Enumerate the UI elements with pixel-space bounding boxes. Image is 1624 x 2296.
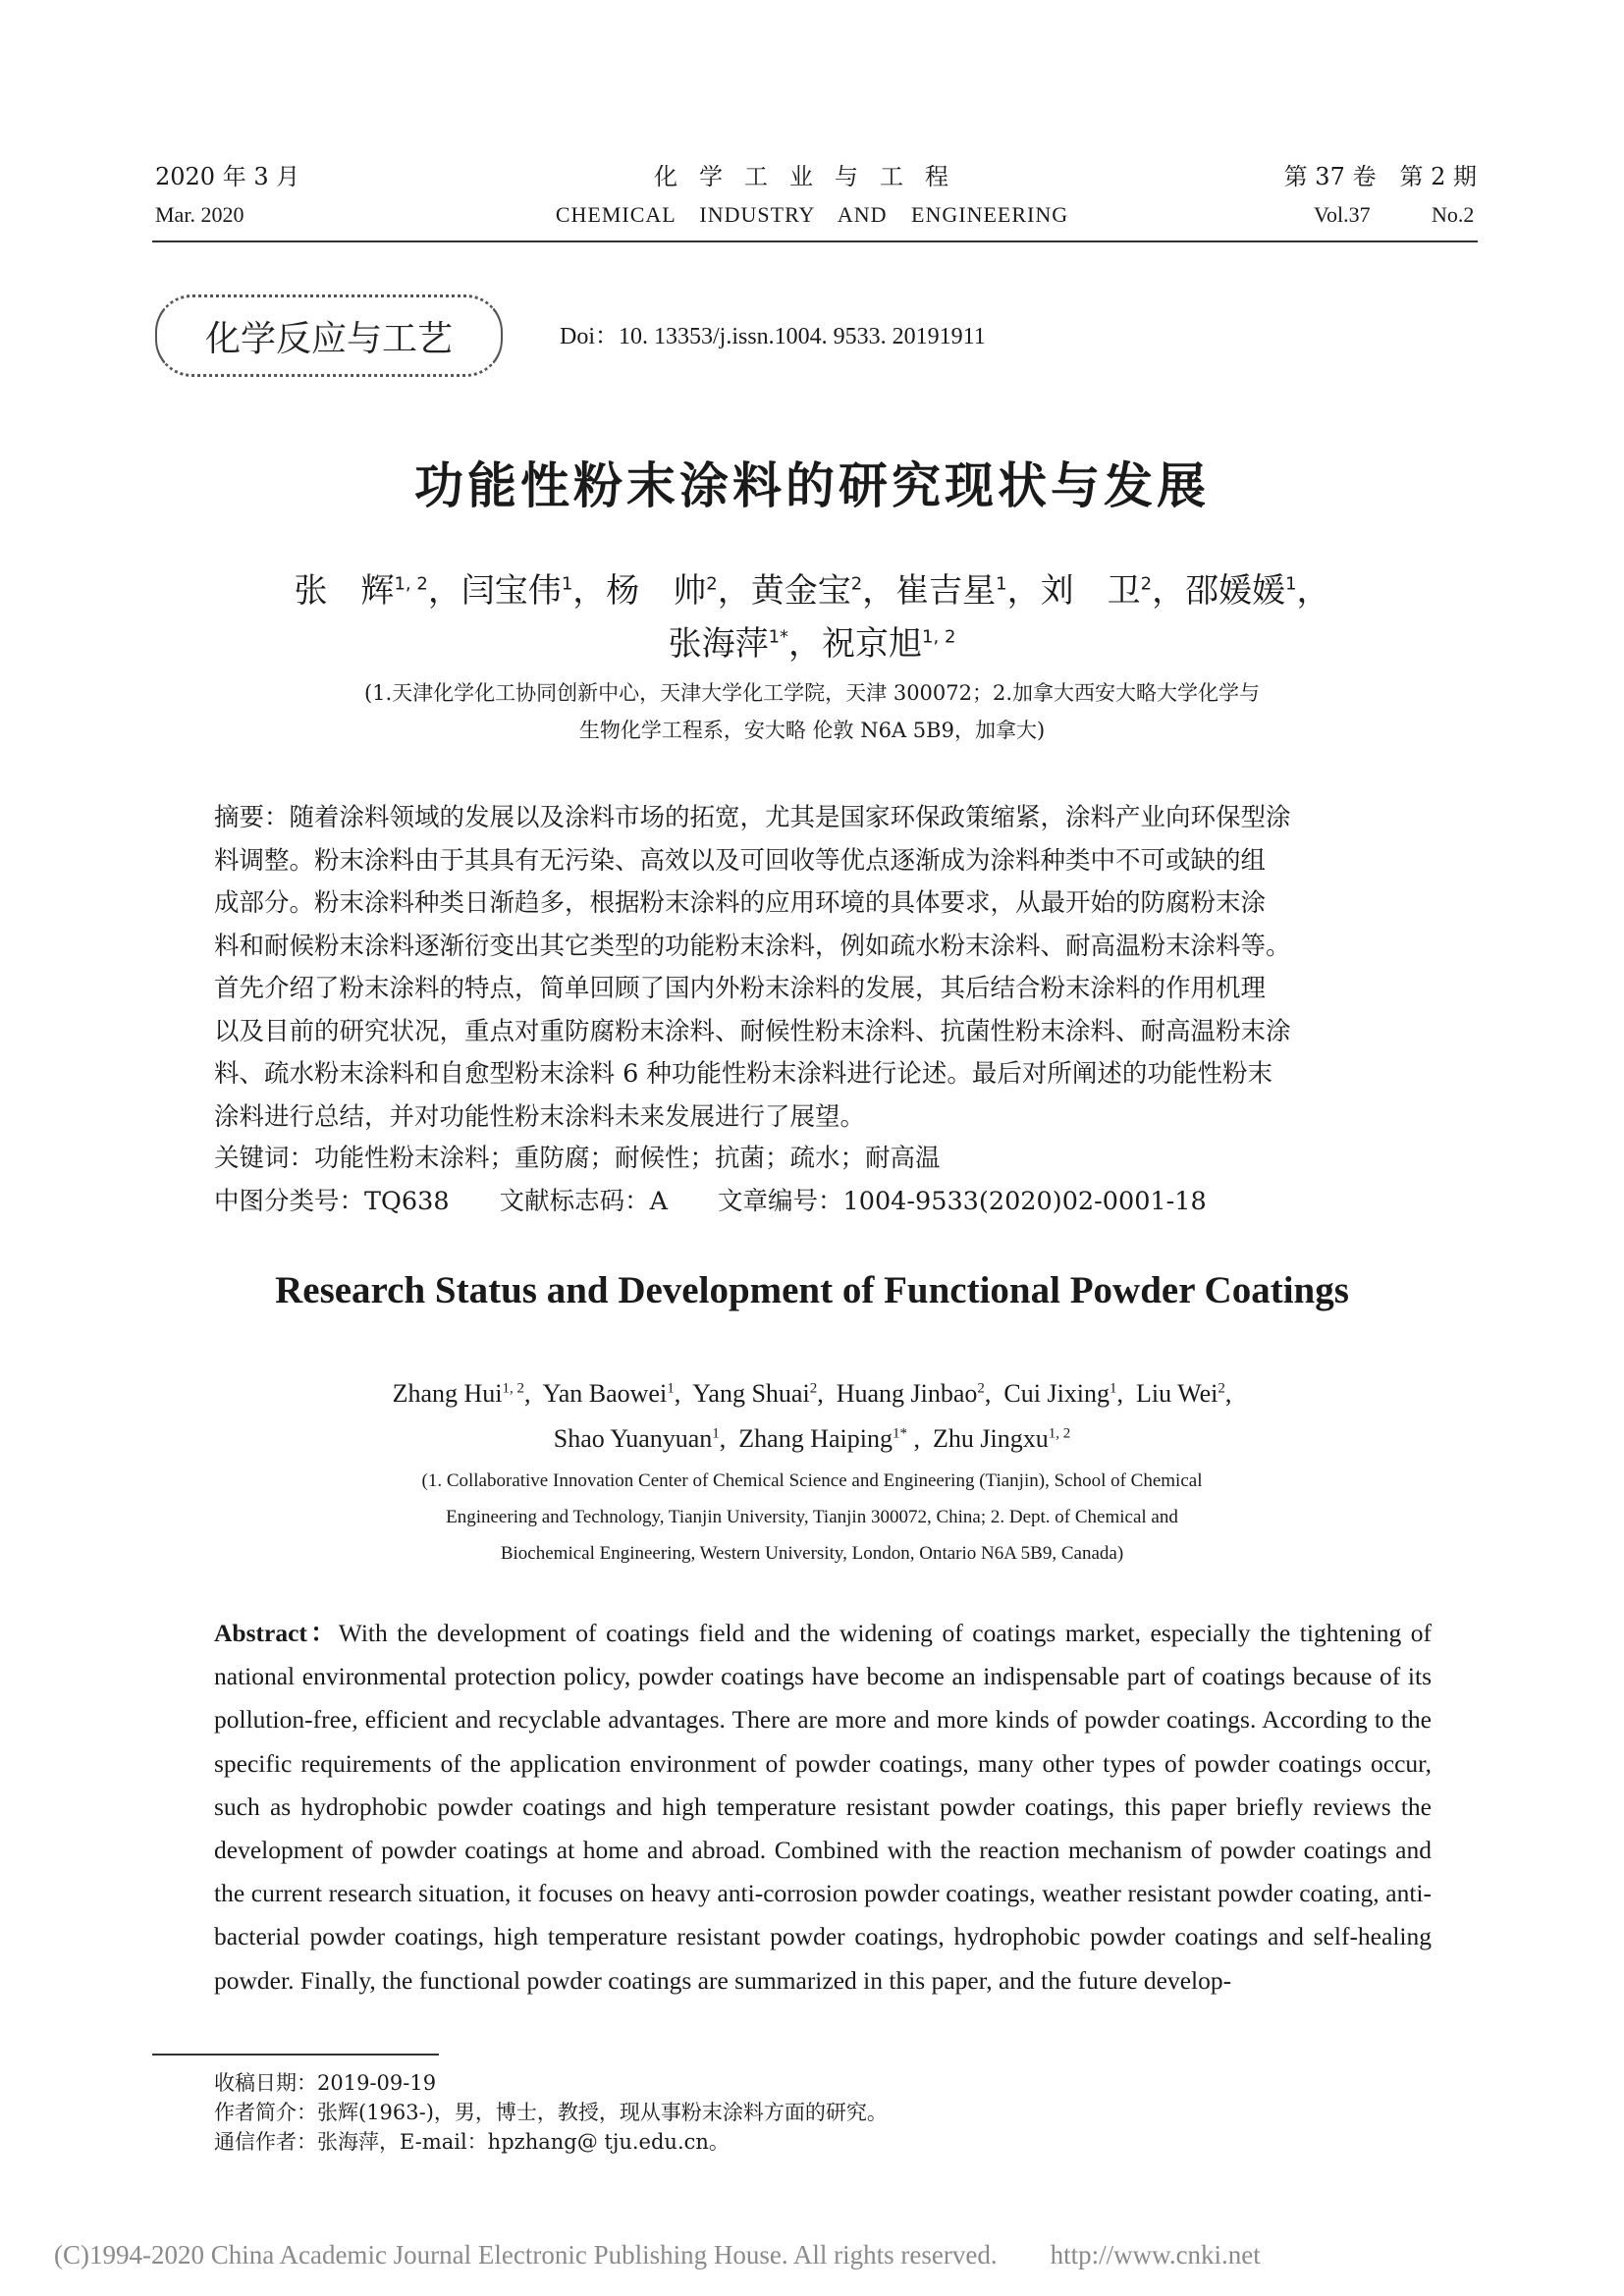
footnote-corresponding: 通信作者：张海萍，E-mail：hpzhang@ tju.edu.cn。 (214, 2130, 730, 2154)
author-en: Zhu Jingxu$^{1, 2}$ (932, 1424, 1071, 1453)
footnote-rule (152, 2054, 439, 2056)
author-en: Shao Yuanyuan$^1$ (553, 1424, 720, 1453)
classification-cn: 中图分类号：TQ638 文献标志码：A 文章编号：1004-9533(2020)02-0001-18 (214, 1187, 1207, 1216)
abstract-cn (214, 797, 1432, 1139)
author-en: Yan Baowei$^1$ (542, 1379, 675, 1408)
header-journal-cn: 化学工业与工程 (654, 163, 970, 190)
abstract-cn-line: 摘要：随着涂料领域的发展以及涂料市场的拓宽，尤其是国家环保政策缩紧，涂料产业向环保型涂 (214, 803, 1291, 832)
affiliation-en-line: (1. Collaborative Innovation Center of Chemical Science and Engineering (Tianjin), School of Chemical (421, 1470, 1203, 1491)
title-cn: 功能性粉末涂料的研究现状与发展 (414, 457, 1210, 514)
copyright-watermark: (C)1994-2020 China Academic Journal Electronic Publishing House. All rights reserved. http://www.cnki.net (54, 2240, 1261, 2269)
author-cn: 张海萍$^{1*}$ (668, 624, 789, 664)
header-vol-en: Vol.37 (1314, 202, 1371, 227)
authors-cn-line2: 张海萍$^{1*}$，祝京旭$^{1, 2}$ (668, 624, 956, 664)
footnote-received: 收稿日期：2019-09-19 (214, 2071, 437, 2095)
abstract-cn-line: 以及目前的研究状况，重点对重防腐粉末涂料、耐候性粉末涂料、抗菌性粉末涂料、耐高温粉末涂 (214, 1016, 1291, 1046)
author-cn: 祝京旭$^{1, 2}$ (822, 624, 956, 664)
author-cn: 刘 卫$^2$ (1040, 571, 1153, 611)
affiliation-cn-line1: (1.天津化学化工协同创新中心，天津大学化工学院，天津 300072；2.加拿大西安大略大学化学与 (363, 681, 1261, 705)
affiliation-cn-line2: 生物化学工程系，安大略 伦敦 N6A 5B9，加拿大) (578, 719, 1046, 742)
author-en: Zhang Haiping$^{1*}$ (738, 1424, 907, 1453)
footnote-author-bio: 作者简介：张辉(1963-)，男，博士，教授，现从事粉末涂料方面的研究。 (214, 2101, 888, 2124)
header-issue-cn: 第 37 卷 第 2 期 (1283, 163, 1477, 190)
doi: Doi：10. 13353/j.issn.1004. 9533. 20191911 (560, 324, 986, 349)
author-cn: 黄金宝$^2$ (750, 571, 863, 611)
authors-en-line2: Shao Yuanyuan$^1$, Zhang Haiping$^{1*}$ , Zhu Jingxu$^{1, 2}$ (553, 1424, 1071, 1453)
author-cn: 闫宝伟$^1$ (460, 571, 573, 611)
abstract-cn-line: 料和耐候粉末涂料逐渐衍变出其它类型的功能粉末涂料，例如疏水粉末涂料、耐高温粉末涂料等。 (214, 931, 1291, 961)
author-en: Liu Wei$^2$ (1136, 1379, 1225, 1408)
abstract-en-label: Abstract： (214, 1619, 339, 1647)
authors-en-line1: Zhang Hui$^{1, 2}$, Yan Baowei$^1$, Yang Shuai$^2$, Huang Jinbao$^2$, Cui Jixing$^1$, Liu Wei$^2$, (392, 1379, 1232, 1408)
abstract-cn-line: 料、疏水粉末涂料和自愈型粉末涂料 6 种功能性粉末涂料进行论述。最后对所阐述的功能性粉末 (214, 1059, 1272, 1089)
header-date-en: Mar. 2020 (155, 202, 244, 227)
abstract-cn-line: 成部分。粉末涂料种类日渐趋多，根据粉末涂料的应用环境的具体要求，从最开始的防腐粉末涂 (214, 888, 1267, 918)
section-label-badge (155, 294, 503, 377)
abstract-en (214, 1612, 1432, 2002)
header-no-en: No.2 (1432, 202, 1475, 227)
author-en: Zhang Hui$^{1, 2}$ (392, 1379, 525, 1408)
abstract-en-text: With the development of coatings field and the widening of coatings market, especially the tightening of national environmental protection policy, powder coatings have become an indispensable part of coatings because of its pollution-free, efficient and recyclable advantages. There are more and more kinds of powder coatings. According to the specific requirements of the application environment of powder coatings, many other types of powder coatings occur, such as hydrophobic powder coatings and high temperature resistant powder coatings, this paper briefly reviews the development of powder coatings at home and abroad. Combined with the reaction mechanism of powder coatings and the current research situation, it focuses on heavy anti-corrosion powder coatings, weather resistant powder coating, anti-bacterial powder coatings, high temperature resistant powder coatings, hydrophobic powder coatings and self-healing powder. Finally, the functional powder coatings are summarized in this paper, and the future develop- (214, 1619, 1432, 1995)
header-rule (152, 240, 1478, 242)
author-cn: 张 辉$^{1, 2}$ (294, 571, 428, 611)
abstract-cn-line: 涂料进行总结，并对功能性粉末涂料未来发展进行了展望。 (214, 1101, 866, 1132)
keywords-cn: 关键词：功能性粉末涂料；重防腐；耐候性；抗菌；疏水；耐高温 (214, 1144, 941, 1173)
title-en: Research Status and Development of Functional Powder Coatings (275, 1269, 1349, 1311)
author-cn: 崔吉星$^1$ (895, 571, 1007, 611)
header-journal-en: CHEMICAL INDUSTRY AND ENGINEERING (555, 202, 1069, 227)
section-label: 化学反应与工艺 (204, 318, 453, 359)
author-en: Huang Jinbao$^2$ (836, 1379, 985, 1408)
abstract-cn-line: 首先介绍了粉末涂料的特点，简单回顾了国内外粉末涂料的发展，其后结合粉末涂料的作用机理 (214, 974, 1267, 1003)
header-date-cn: 2020 年 3 月 (155, 163, 300, 190)
affiliation-en-line: Engineering and Technology, Tianjin University, Tianjin 300072, China; 2. Dept. of Chemical and (446, 1507, 1178, 1527)
author-en: Yang Shuai$^2$ (692, 1379, 818, 1408)
affiliation-en-line: Biochemical Engineering, Western University, London, Ontario N6A 5B9, Canada) (500, 1543, 1124, 1564)
authors-cn-line1: 张 辉$^{1, 2}$，闫宝伟$^1$，杨 帅$^2$，黄金宝$^2$，崔吉星$^1$，刘 卫$^2$，邵媛媛$^1$， (294, 571, 1330, 611)
abstract-cn-line: 料调整。粉末涂料由于其具有无污染、高效以及可回收等优点逐渐成为涂料种类中不可或缺的组 (214, 845, 1267, 876)
author-en: Cui Jixing$^1$ (1003, 1379, 1117, 1408)
author-cn: 杨 帅$^2$ (606, 571, 718, 611)
author-cn: 邵媛媛$^1$ (1185, 571, 1297, 611)
